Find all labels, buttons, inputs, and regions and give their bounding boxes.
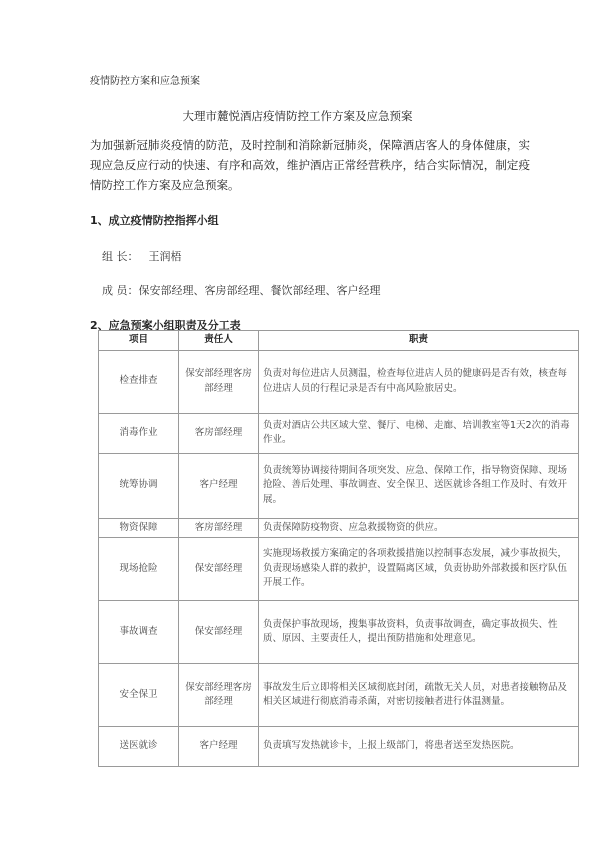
- cell-duty: 负责对酒店公共区域大堂、餐厅、电梯、走廊、培训教室等1天2次的消毒作业。: [259, 413, 579, 453]
- cell-duty: 负责对每位进店人员测温，检查每位进店人员的健康码是否有效，核查每位进店人员的行程记录是否有中高风险旅居史。: [259, 350, 579, 413]
- cell-owner: 客房部经理: [179, 518, 259, 538]
- header-duty: 职责: [259, 331, 579, 351]
- cell-owner: 保安部经理: [179, 538, 259, 601]
- members-list: 保安部经理、客房部经理、餐饮部经理、客户经理: [138, 284, 381, 297]
- table-row: [99, 538, 579, 601]
- cell-owner: 客户经理: [179, 727, 259, 767]
- header-owner: 责任人: [179, 331, 259, 351]
- table-row: [99, 350, 579, 413]
- table-row: [99, 601, 579, 664]
- members-line: [102, 282, 381, 298]
- document-header-label: 疫情防控方案和应急预案: [90, 76, 200, 87]
- table-row: [99, 664, 579, 727]
- leader-name: 王润梧: [148, 250, 182, 263]
- cell-item: 消毒作业: [99, 413, 179, 453]
- cell-duty: 负责填写发热就诊卡，上报上级部门，将患者送至发热医院。: [259, 727, 579, 767]
- cell-owner: 客房部经理: [179, 413, 259, 453]
- cell-item: 事故调查: [99, 601, 179, 664]
- cell-item: 统筹协调: [99, 453, 179, 518]
- cell-duty: 负责保护事故现场，搜集事故资料，负责事故调查，确定事故损失、性质、原因、主要责任人，提出预防措施和处理意见。: [259, 601, 579, 664]
- cell-owner: 客户经理: [179, 453, 259, 518]
- cell-owner: 保安部经理客房部经理: [179, 350, 259, 413]
- leader-label: 组 长：: [102, 250, 139, 263]
- members-label: 成 员：: [102, 284, 139, 297]
- cell-duty: 事故发生后立即将相关区域彻底封闭，疏散无关人员，对患者接触物品及相关区域进行彻底消毒杀菌，对密切接触者进行体温测量。: [259, 664, 579, 727]
- duty-table-wrapper: [98, 330, 570, 752]
- cell-item: 现场抢险: [99, 538, 179, 601]
- cell-item: 安全保卫: [99, 664, 179, 727]
- duty-table: [98, 330, 579, 767]
- cell-owner: 保安部经理客房部经理: [179, 664, 259, 727]
- table-header-row: [99, 331, 579, 351]
- cell-item: 检查排查: [99, 350, 179, 413]
- table-row: [99, 727, 579, 767]
- table-row: [99, 453, 579, 518]
- cell-item: 物资保障: [99, 518, 179, 538]
- cell-item: 送医就诊: [99, 727, 179, 767]
- cell-owner: 保安部经理: [179, 601, 259, 664]
- intro-paragraph: 为加强新冠肺炎疫情的防范，及时控制和消除新冠肺炎，保障酒店客人的身体健康，实现应急反应行动的快速、有序和高效，维护酒店正常经营秩序，结合实际情况，制定疫情防控工作方案及应急预案。: [90, 138, 530, 192]
- cell-duty: 负责统筹协调接待期间各项突发、应急、保障工作，指导物资保障、现场抢险、善后处理、事故调查、安全保卫、送医就诊各组工作及时、有效开展。: [259, 453, 579, 518]
- section1-heading: 1、成立疫情防控指挥小组: [90, 214, 219, 227]
- table-row: [99, 518, 579, 538]
- cell-duty: 负责保障防疫物资、应急救援物资的供应。: [259, 518, 579, 538]
- section2-heading: 2、应急预案小组职责及分工表: [90, 319, 241, 332]
- cell-duty: 实施现场救援方案确定的各项救援措施以控制事态发展，减少事故损失，负责现场感染人群的救护，设置隔离区域，负责协助外部救援和医疗队伍开展工作。: [259, 538, 579, 601]
- table-row: [99, 413, 579, 453]
- document-title: 大理市麓悦酒店疫情防控工作方案及应急预案: [182, 109, 413, 123]
- leader-line: [102, 248, 182, 264]
- header-item: 项目: [99, 331, 179, 351]
